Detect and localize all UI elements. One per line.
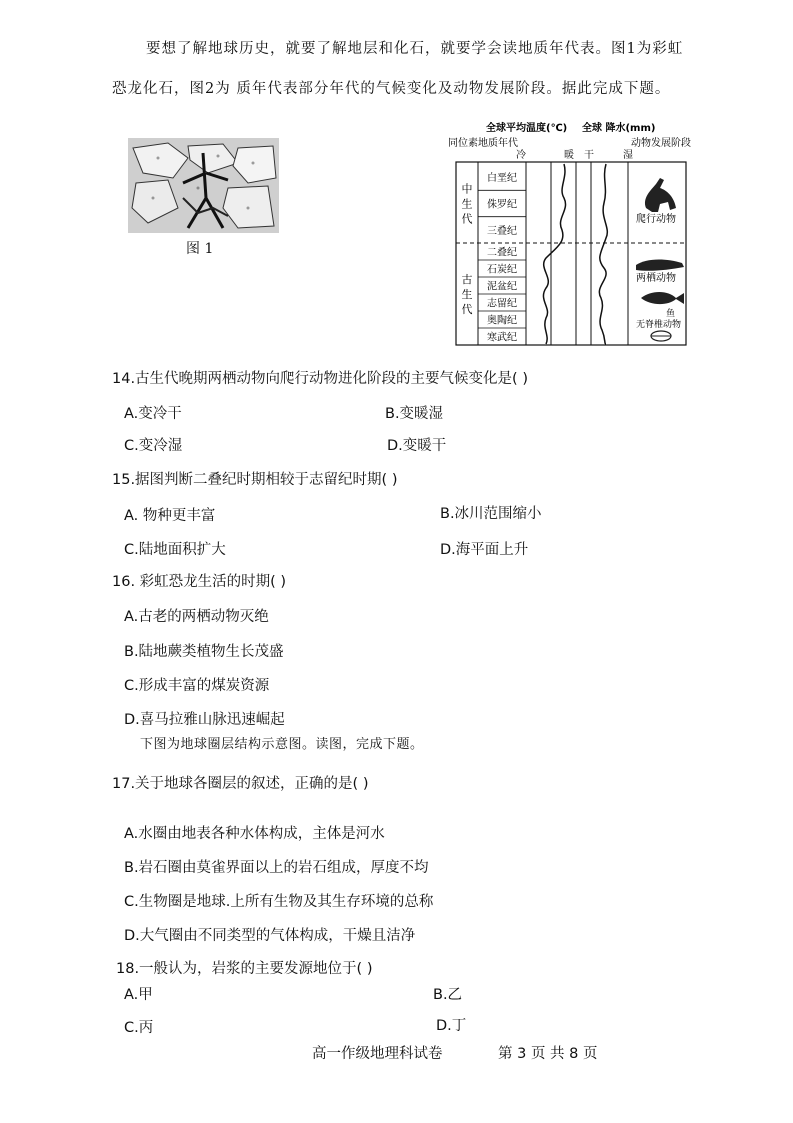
footer-page-number: 第 3 页 共 8 页 [498,1046,598,1062]
question-16-stem: 16. 彩虹恐龙生活的时期( ) [112,574,287,590]
period-label: 泥盆纪 [487,281,517,293]
question-17-option-b[interactable]: B.岩石圈由莫雀界面以上的岩石组成，厚度不均 [124,860,429,876]
footer-title: 高一作级地理科试卷 [312,1046,443,1062]
header-precipitation: 全球 降水(mm) [582,123,656,134]
label-dry: 干 [584,150,594,161]
era-label-paleozoic [462,272,473,316]
era-label-char: 生 [461,197,473,211]
header-animal-stage: 动物发展阶段 [631,138,691,149]
question-16-option-d[interactable]: D.喜马拉雅山脉迅速崛起 [124,712,285,728]
header-strata: 同位素地质年代 [448,138,518,149]
question-18-option-d[interactable]: D.丁 [436,1018,467,1034]
question-14-option-d[interactable]: D.变暖干 [387,438,447,454]
label-warm: 暖 [564,150,574,161]
question-16-option-a[interactable]: A.古老的两栖动物灭绝 [124,609,269,625]
animal-label-fish: 鱼 [666,309,676,319]
question-18-option-a[interactable]: A.甲 [124,987,153,1003]
period-label: 石炭纪 [487,264,517,276]
question-14-option-b[interactable]: B.变暖湿 [385,406,444,422]
era-label-char: 生 [461,288,473,301]
question-18-option-c[interactable]: C.丙 [124,1020,154,1036]
intro-line-1: 要想了解地球历史，就要了解地层和化石，就要学会读地质年代表。图1为彩虹 [146,41,684,57]
header-temperature: 全球平均温度(℃) [486,123,568,134]
period-label: 志留纪 [487,298,517,310]
intro-line-2: 恐龙化石，图2为 质年代表部分年代的气候变化及动物发展阶段。据此完成下题。 [112,81,671,97]
period-label: 寒武纪 [487,332,517,344]
question-15-option-a[interactable]: A. 物种更丰富 [124,508,216,524]
question-15-option-d[interactable]: D.海平面上升 [440,542,529,558]
geologic-timescale-figure [446,118,700,348]
label-wet: 湿 [623,150,633,161]
animal-label-invertebrate: 无脊椎动物 [636,320,682,330]
section-transition-text: 下图为地球圈层结构示意图。读图，完成下题。 [140,737,424,752]
period-label: 奥陶纪 [487,315,517,327]
era-label-char: 代 [461,303,473,316]
question-14-option-c[interactable]: C.变冷湿 [124,438,183,454]
era-label-mesozoic [462,182,473,226]
period-label: 白垩纪 [487,173,517,185]
question-17-option-a[interactable]: A.水圈由地表各种水体构成，主体是河水 [124,826,385,842]
period-label: 三叠纪 [487,225,517,237]
period-label: 侏罗纪 [487,199,517,211]
question-14-stem: 14.古生代晚期两栖动物向爬行动物进化阶段的主要气候变化是( ) [112,371,528,387]
period-label: 二叠纪 [487,247,517,259]
animal-label-amphibian: 两栖动物 [636,273,676,284]
question-16-option-b[interactable]: B.陆地蕨类植物生长茂盛 [124,644,284,660]
question-18-option-b[interactable]: B.乙 [433,987,463,1003]
animal-label-reptile: 爬行动物 [636,214,676,225]
question-16-option-c[interactable]: C.形成丰富的煤炭资源 [124,678,270,694]
question-18-stem: 18.一般认为，岩浆的主要发源地位于( ) [116,961,373,977]
rainbow-dinosaur-fossil-image [128,138,279,233]
era-label-char: 古 [461,273,473,286]
figure-1-caption: 图 1 [186,241,214,257]
question-15-option-c[interactable]: C.陆地面积扩大 [124,542,226,558]
question-17-option-d[interactable]: D.大气圈由不同类型的气体构成，干燥且洁净 [124,928,416,944]
question-15-option-b[interactable]: B.冰川范围缩小 [440,506,542,522]
era-label-char: 中 [461,182,473,196]
question-14-option-a[interactable]: A.变冷干 [124,406,182,422]
era-label-char: 代 [461,212,473,226]
question-17-option-c[interactable]: C.生物圈是地球.上所有生物及其生存环境的总称 [124,894,434,910]
label-cold: 冷 [516,150,526,161]
question-17-stem: 17.关于地球各圈层的叙述，正确的是( ) [112,776,369,792]
question-15-stem: 15.据图判断二叠纪时期相较于志留纪时期( ) [112,472,398,488]
